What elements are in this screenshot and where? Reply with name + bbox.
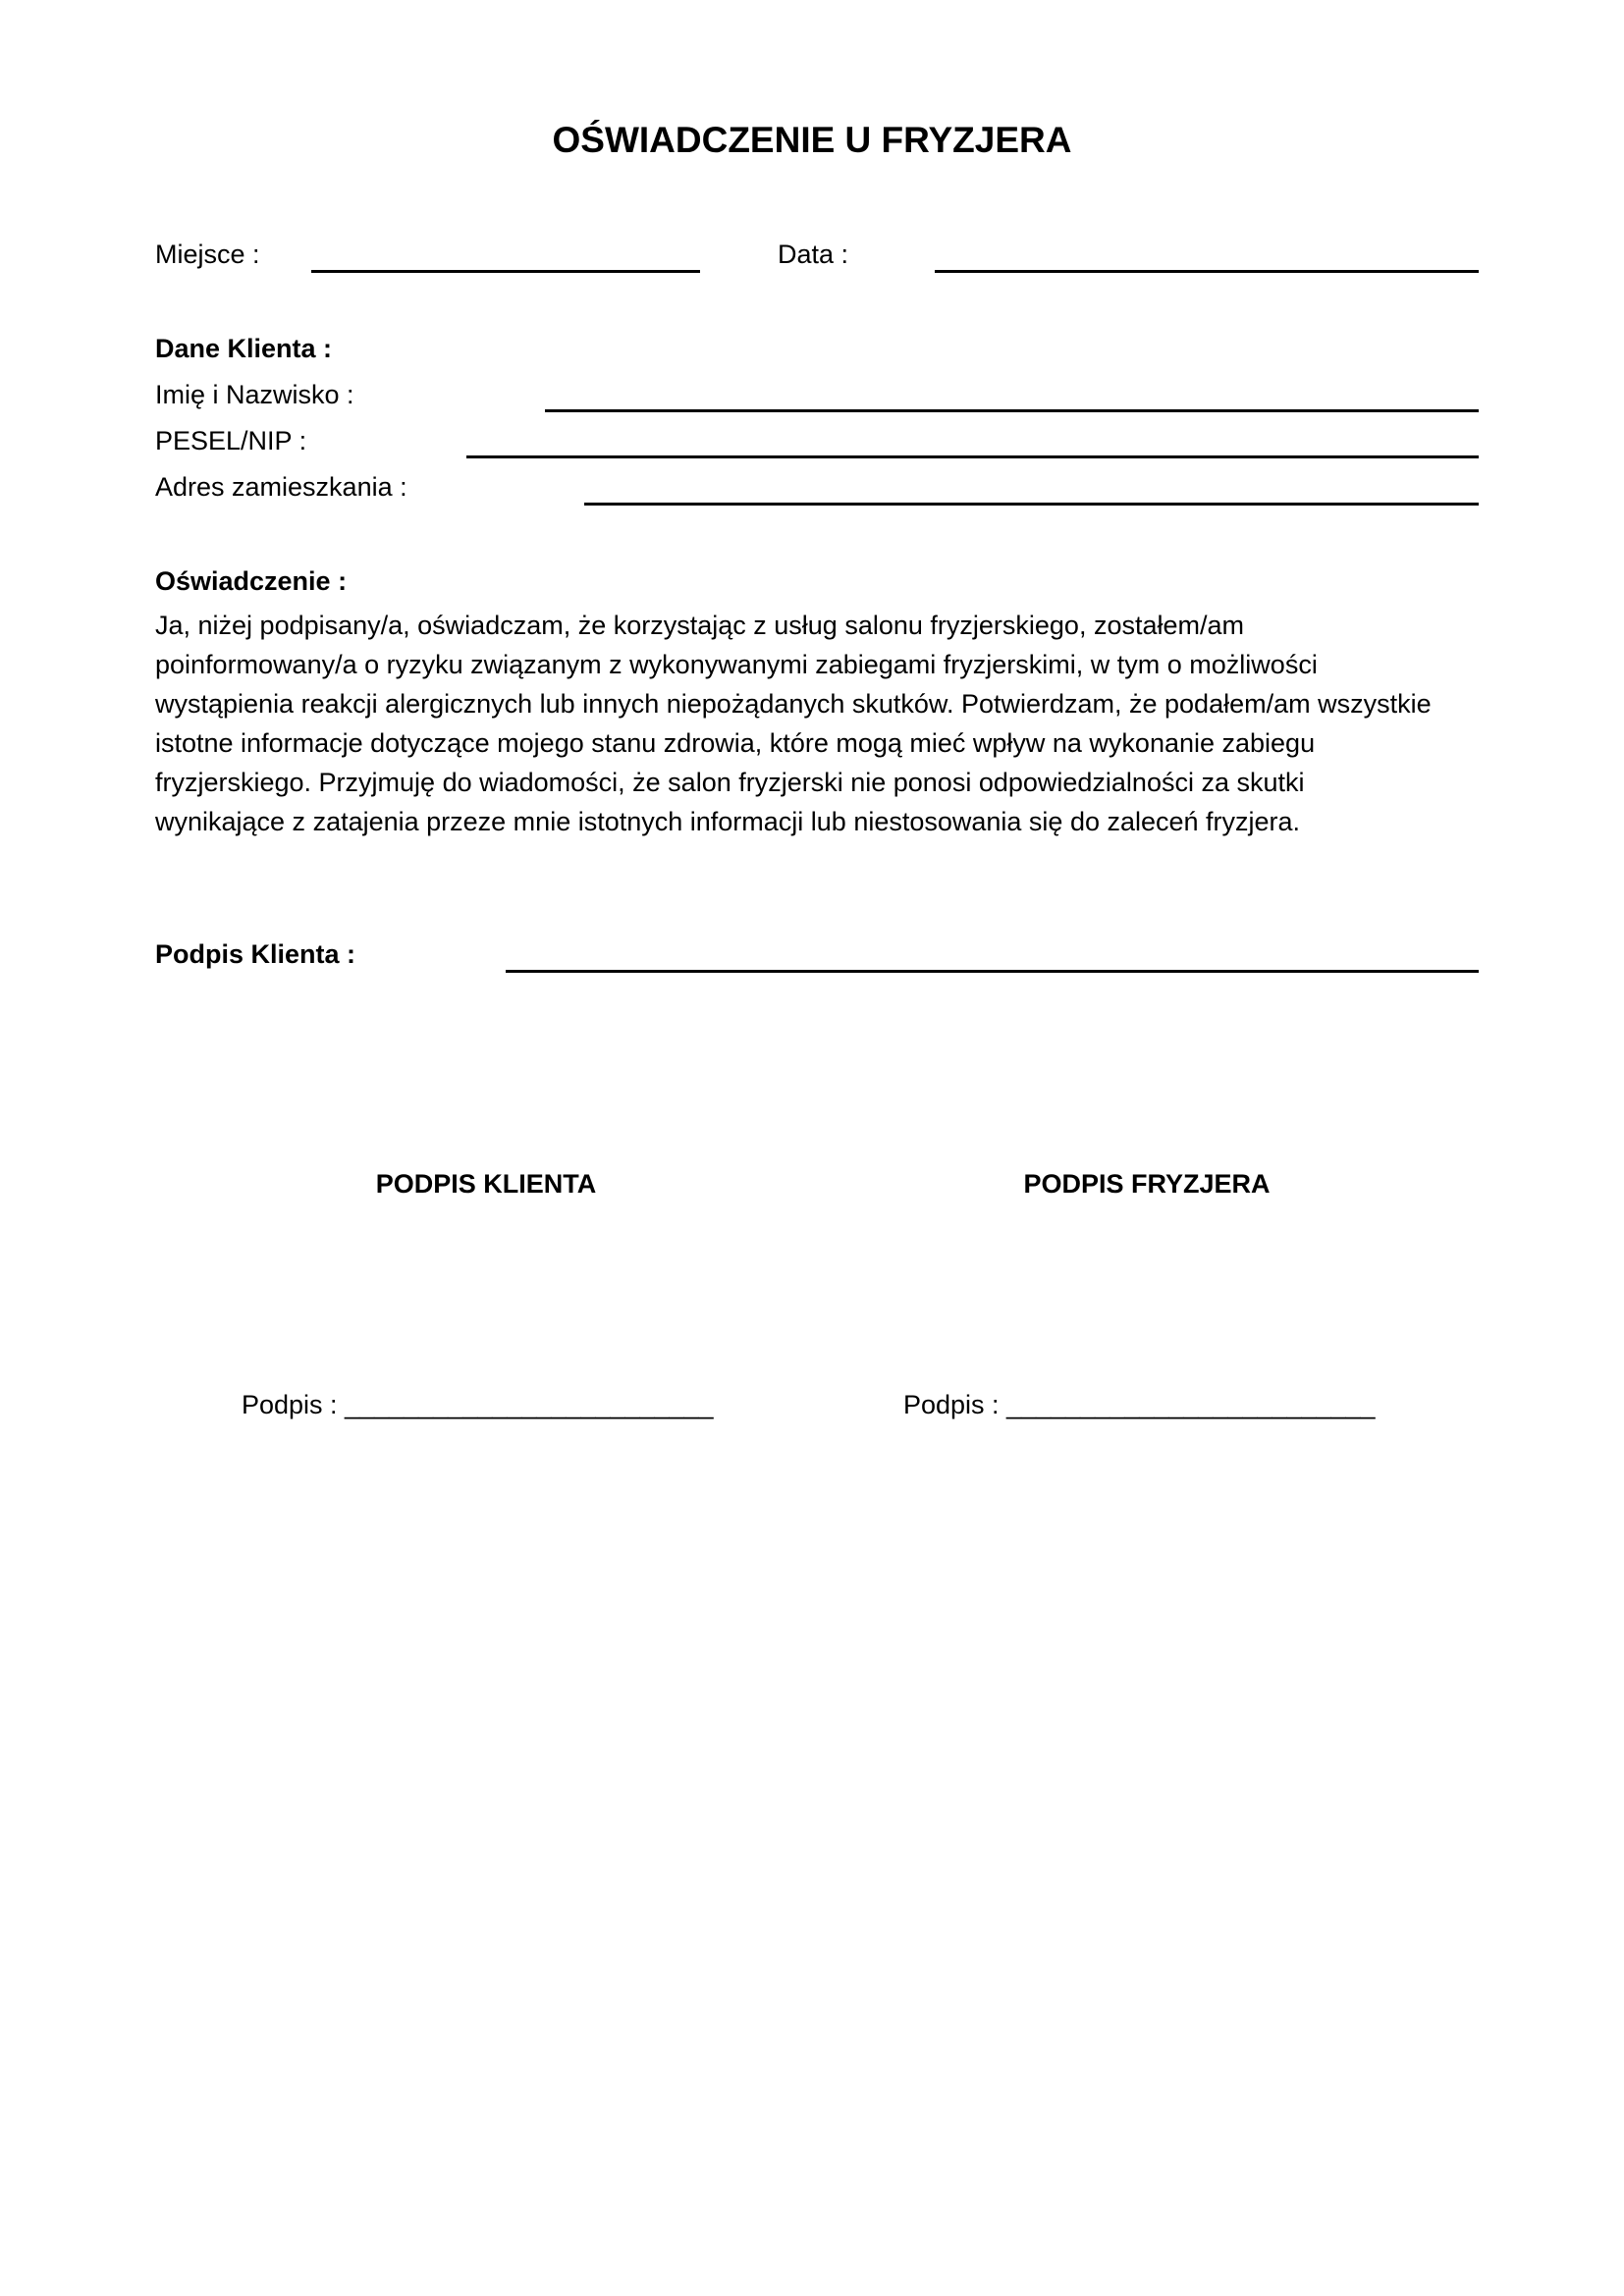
place-field[interactable] — [311, 270, 700, 273]
client-signature-field[interactable] — [506, 970, 1479, 973]
name-label: Imię i Nazwisko : — [155, 380, 354, 409]
date-label: Data : — [778, 240, 849, 269]
name-field[interactable] — [545, 409, 1479, 412]
hairdresser-signature-heading: PODPIS FRYZJERA — [1023, 1169, 1271, 1199]
address-label: Adres zamieszkania : — [155, 472, 407, 502]
client-signature-line: Podpis : _________________________ — [242, 1390, 714, 1419]
pesel-label: PESEL/NIP : — [155, 426, 307, 455]
statement-heading: Oświadczenie : — [155, 566, 348, 596]
hairdresser-signature-line: Podpis : _________________________ — [903, 1390, 1376, 1419]
place-label: Miejsce : — [155, 240, 260, 269]
client-signature-heading: PODPIS KLIENTA — [375, 1169, 597, 1199]
address-field[interactable] — [584, 503, 1479, 506]
pesel-field[interactable] — [466, 455, 1479, 458]
client-signature-label: Podpis Klienta : — [155, 939, 356, 969]
page-title: OŚWIADCZENIE U FRYZJERA — [552, 120, 1072, 160]
date-field[interactable] — [935, 270, 1479, 273]
statement-text: Ja, niżej podpisany/a, oświadczam, że korzystając z usług salonu fryzjerskiego, zostałem/am poinformowany/a o ryzyku związanym z wykonywanymi zabiegami fryzjerskimi, w tym o możliwości wystąpienia reakcji alergicznych lub innych niepożądanych skutków. Potwierdzam, że podałem/am wszystkie istotne informacje dotyczące mojego stanu zdrowia, które mogą mieć wpływ na wykonanie zabiegu fryzjerskiego. Przyjmuję do wiadomości, że salon fryzjerski nie ponosi odpowiedzialności za skutki wynikające z zatajenia przeze mnie istotnych informacji lub niestosowania się do zaleceń fryzjera. — [155, 611, 1432, 836]
client-data-heading: Dane Klienta : — [155, 334, 333, 363]
